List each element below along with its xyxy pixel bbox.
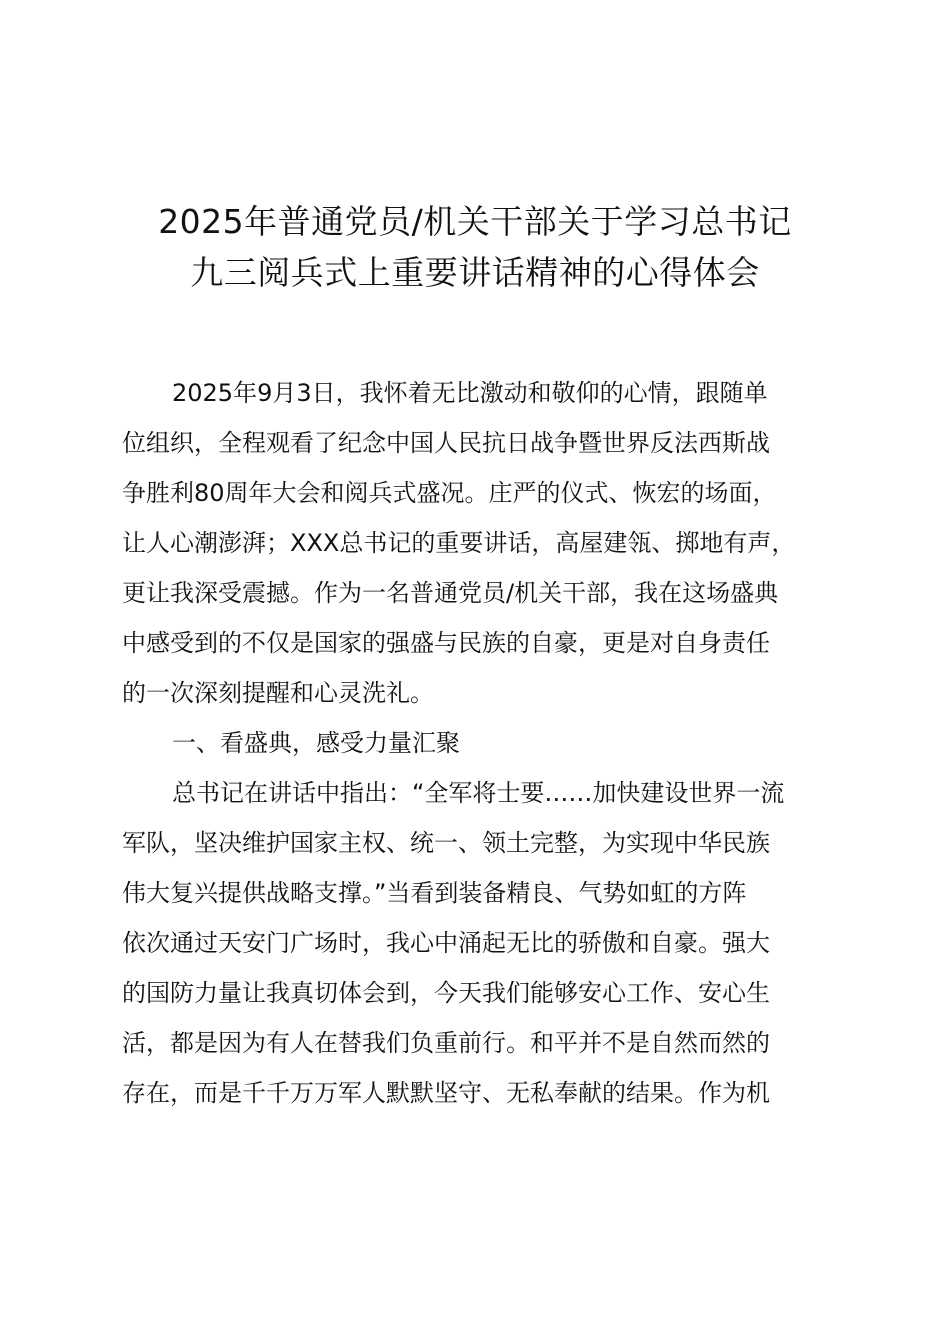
paragraph-1-line-4: 让人心潮澎湃；XXX总书记的重要讲话，高屋建瓴、掷地有声， [122,529,796,557]
paragraph-1-line-5: 更让我深受震撼。作为一名普通党员/机关干部，我在这场盛典 [122,579,779,607]
document-body [122,368,842,1118]
paragraph-1-line-6: 中感受到的不仅是国家的强盛与民族的自豪，更是对自身责任 [122,629,770,657]
paragraph-2-line-4: 依次通过天安门广场时，我心中涌起无比的骄傲和自豪。强大 [122,929,770,957]
paragraph-2-line-5: 的国防力量让我真切体会到，今天我们能够安心工作、安心生 [122,979,770,1007]
paragraph-2-line-3: 伟大复兴提供战略支撑。”当看到装备精良、气势如虹的方阵 [122,879,747,907]
section-heading-1: 一、看盛典，感受力量汇聚 [172,729,460,757]
title-line-1: 2025年普通党员/机关干部关于学习总书记 [158,202,792,241]
paragraph-2-line-1: 总书记在讲话中指出：“全军将士要……加快建设世界一流 [172,779,785,807]
paragraph-1-line-2: 位组织，全程观看了纪念中国人民抗日战争暨世界反法西斯战 [122,429,770,457]
paragraph-1-line-1: 2025年9月3日，我怀着无比激动和敬仰的心情，跟随单 [172,379,768,407]
paragraph-2-line-7: 存在，而是千千万万军人默默坚守、无私奉献的结果。作为机 [122,1079,770,1107]
paragraph-2-line-6: 活，都是因为有人在替我们负重前行。和平并不是自然而然的 [122,1029,770,1057]
document-title [80,196,870,298]
paragraph-1-line-3: 争胜利80周年大会和阅兵式盛况。庄严的仪式、恢宏的场面， [122,479,777,507]
title-line-2: 九三阅兵式上重要讲话精神的心得体会 [190,253,760,292]
paragraph-2-line-2: 军队，坚决维护国家主权、统一、领土完整，为实现中华民族 [122,829,770,857]
paragraph-1-line-7: 的一次深刻提醒和心灵洗礼。 [122,679,434,707]
